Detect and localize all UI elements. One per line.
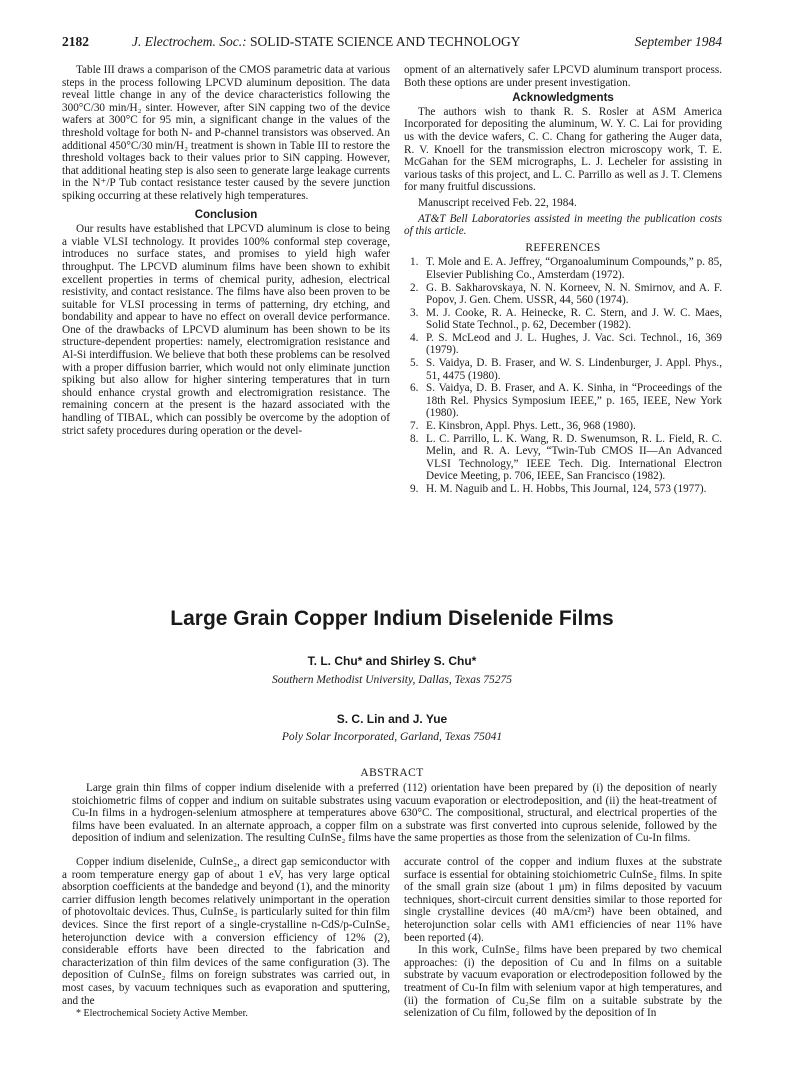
reference-item [404, 433, 722, 483]
reference-text: L. C. Parrillo, L. K. Wang, R. D. Swenumson, R. L. Field, R. C. Melin, and R. A. Levy, “Twin-Tub CMOS II—An Advanced VLSI Technology,” IEEE Tech. Dig. International Electron Device Meeting, p. 706, IEEE, San Francisco (1982). [426, 432, 722, 483]
page-number: 2182 [62, 34, 89, 49]
conclusion-heading: Conclusion [194, 208, 258, 221]
issue-date: September 1984 [634, 34, 722, 49]
acknowledgments-heading: Acknowledgments [512, 92, 614, 105]
journal-title-rest: SOLID-STATE SCIENCE AND TECHNOLOGY [249, 34, 521, 49]
paragraph-continuation: opment of an alternatively safer LPCVD aluminum transport process. Both these options are under present investigation. [404, 64, 722, 89]
reference-text: S. Vaidya, D. B. Fraser, and A. K. Sinha, in “Proceedings of the 18th Rel. Physics Symposium IEEE,” p. 165, IEEE, New York (1980). [426, 382, 722, 420]
reference-item [404, 307, 722, 332]
journal-title-italic: J. Electrochem. Soc.: [132, 34, 247, 49]
reference-text: G. B. Sakharovskaya, N. N. Korneev, N. N. Smirnov, and A. F. Popov, J. Gen. Chem. USSR, 44, 560 (1974). [426, 281, 722, 307]
publication-cost-note: AT&T Bell Laboratories assisted in meeting the publication costs of this article. [404, 212, 722, 238]
reference-item [404, 483, 722, 496]
reference-item [404, 420, 722, 433]
reference-text: S. Vaidya, D. B. Fraser, and W. S. Lindenburger, J. Appl. Phys., 51, 4475 (1980). [426, 357, 722, 382]
reference-text: H. M. Naguib and L. H. Hobbs, This Journal, 124, 573 (1977). [426, 483, 707, 495]
abstract-heading: ABSTRACT [360, 767, 424, 779]
reference-number: 4. [410, 331, 419, 344]
affiliation-primary: Southern Methodist University, Dallas, Texas 75275 [271, 674, 513, 686]
reference-item [404, 282, 722, 307]
reference-text: M. J. Cooke, R. A. Heinecke, R. C. Stern, and J. W. C. Maes, Solid State Technol., p. 62, December (1982). [426, 306, 722, 332]
reference-number: 5. [410, 357, 419, 370]
authors-secondary: S. C. Lin and J. Yue [336, 712, 448, 726]
reference-text: E. Kinsbron, Appl. Phys. Lett., 36, 968 (1980). [426, 420, 636, 433]
reference-item [404, 382, 722, 420]
paragraph-this-work: In this work, CuInSe₂ films have been prepared by two chemical approaches: (i) the deposition of Cu and In films on a suitable substrate by vacuum evaporation or electrodeposition followed by the treatment of Cu-In film with selenium vapor at high temperatures, and (ii) the formation of Cu₂Se film on a suitable substrate by the selenization of Cu film, followed by the deposition of In [404, 944, 722, 1020]
paragraph-table-iii: Table III draws a comparison of the CMOS parametric data at various steps in the process following LPCVD aluminum deposition. The data reveal little change in any of the device characteristics following the 300°C/30 min/H₂ sinter. However, after SiN capping two of the device wafers at 300°C for 95 min, a significant change in the values of the threshold voltage for both N- and P-channel transistors was observed. An additional 450°C/30 min/H₂ treatment is shown in Table III to restore the threshold voltages back to their values prior to SiN capping. However, that additional heating step is also seen to generate large leakage currents in the N⁺/P Tub contact resistance tester caused by the severe junction spiking occurring at these relatively high temperatures. [62, 64, 390, 202]
upper-right-column [404, 64, 722, 496]
journal-title [132, 34, 521, 50]
references-heading: REFERENCES [525, 241, 601, 254]
reference-number: 7. [410, 420, 419, 433]
author-footnote: * Electrochemical Society Active Member. [76, 1008, 248, 1020]
reference-number: 1. [410, 256, 419, 269]
running-header [62, 34, 722, 54]
upper-left-column [62, 64, 390, 437]
reference-number: 8. [410, 432, 419, 445]
article-title: Large Grain Copper Indium Diselenide Films [170, 607, 614, 630]
abstract-paragraph: Large grain thin films of copper indium diselenide with a preferred (112) orientation have been prepared by (i) the deposition of nearly stoichiometric films of copper and indium on suitable substrates using vacuum evaporation or electrodeposition, and (ii) the heat-treatment of Cu-In films in a hydrogen-selenium atmosphere at temperatures above 630°C. The compositional, structural, and electrical properties of the films have been evaluated. In an alternate approach, a copper film on a substrate was first converted into cuprous selenide, followed by the deposition of indium and selenization. The resulting CuInSe₂ films have the same properties as those from the selenization of Cu-In films. [72, 782, 717, 845]
references-list [404, 256, 722, 495]
paragraph-introduction-continued: accurate control of the copper and indium fluxes at the substrate surface is essential for obtaining stoichiometric CuInSe₂ films. In spite of the small grain size (about 1 μm) in films deposited by vacuum techniques, short-circuit current densities similar to those reported for single crystalline devices (40 mA/cm²) have been obtained, and heterojunction solar cells with AM1 efficiencies of near 11% have been reported (4). [404, 856, 722, 944]
paragraph-introduction: Copper indium diselenide, CuInSe₂, a direct gap semiconductor with a room temperature energy gap of about 1 eV, has very large optical absorption coefficients at the bandedge and beyond (1), and the minority carrier diffusion length becomes relatively unimportant in the operation of photovoltaic devices. Thus, CuInSe₂ is particularly suited for thin film devices. Since the first report of a single-crystalline n-CdS/p-CuInSe₂ heterojunction device with a conversion efficiency of 12% (2), considerable efforts have been directed to the fabrication and characterization of thin film devices of the same configuration (3). The deposition of CuInSe₂ films on foreign substrates was carried out, in most cases, by vacuum techniques such as evaporation and sputtering, and the [62, 856, 390, 1007]
reference-number: 6. [410, 382, 419, 395]
lower-right-column [404, 856, 722, 1020]
reference-number: 3. [410, 306, 419, 319]
reference-item [404, 256, 722, 281]
abstract-text [72, 782, 717, 845]
reference-number: 2. [410, 281, 419, 294]
lower-left-column [62, 856, 390, 1021]
authors-primary: T. L. Chu* and Shirley S. Chu* [307, 654, 477, 668]
reference-text: P. S. McLeod and J. L. Hughes, J. Vac. Sci. Technol., 16, 369 (1979). [426, 331, 722, 357]
reference-number: 9. [410, 483, 419, 495]
affiliation-secondary: Poly Solar Incorporated, Garland, Texas 75041 [281, 731, 503, 743]
reference-text: T. Mole and E. A. Jeffrey, “Organoaluminum Compounds,” p. 85, Elsevier Publishing Co., Amsterdam (1972). [426, 256, 722, 281]
reference-item [404, 332, 722, 357]
acknowledgments-text: The authors wish to thank R. S. Rosler at ASM America Incorporated for depositing the aluminum, W. Y. C. Lai for providing us with the device wafers, C. C. Chang for gathering the Auger data, R. V. Knoell for the transmission electron microscopy work, T. E. McGahan for the SEM micrographs, L. J. Lecheler for assisting in various tasks of this project, and L. C. Parrillo as well as J. T. Clemens for many fruitful discussions. [404, 105, 722, 194]
paragraph-conclusion: Our results have established that LPCVD aluminum is close to being a viable VLSI technology. It provides 100% conformal step coverage, introduces no surface states, and promises to yield high wafer throughput. The LPCVD aluminum films have been shown to exhibit excellent properties in terms of chemical purity, adhesion, electrical resistivity, and contact resistance. The films have also been proven to be suitable for VLSI processing in terms of patterning, dry etching, and bondability and appear to have no effect on overall device performance. One of the drawbacks of LPCVD aluminum has been shown to be its structure-dependent properties: namely, electromigration resistance and Al-Si interdiffusion. We believe that both these problems can be resolved with a proper diffusion barrier, which would not only eliminate junction spiking but also allow for higher sintering temperatures that in turn should enhance crystal growth and electromigration resistance. The remaining concern at the present is the hazard associated with the handling of TIBAL, which can possibly be overcome by the adoption of strict safety procedures during operation or the devel- [62, 223, 390, 437]
reference-item [404, 357, 722, 382]
manuscript-received: Manuscript received Feb. 22, 1984. [418, 196, 577, 209]
